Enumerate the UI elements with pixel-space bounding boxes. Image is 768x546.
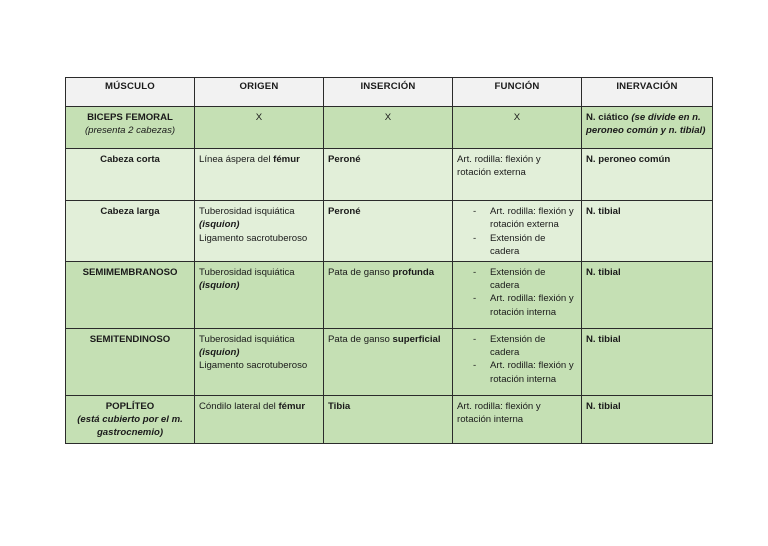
nerve-note: (se divide en n. peroneo común y n. tibial) — [586, 112, 706, 137]
row-cabeza-corta — [66, 149, 713, 201]
row-popliteo — [66, 395, 713, 443]
cell-function — [453, 261, 582, 328]
insertion-bold: profunda — [392, 266, 435, 278]
cell-insertion — [324, 261, 453, 328]
cell-function — [453, 328, 582, 395]
cell-insertion: Peroné — [324, 201, 453, 262]
row-cabeza-larga — [66, 201, 713, 262]
row-biceps-femoral — [66, 107, 713, 149]
origin-bone: (isquion) — [199, 347, 240, 359]
function-item: - Extensión de cadera — [457, 266, 577, 293]
cell-origin — [195, 149, 324, 201]
cell-nerve: N. tibial — [582, 201, 713, 262]
cell-nerve: N. peroneo común — [582, 149, 713, 201]
origin-line: Tuberosidad isquiática — [199, 206, 295, 217]
cell-muscle — [66, 107, 195, 149]
origin-bold: fémur — [278, 400, 306, 412]
muscle-table — [65, 77, 713, 444]
function-item: - Extensión de cadera — [457, 232, 577, 259]
cell-nerve: N. tibial — [582, 328, 713, 395]
origin-bone: (isquion) — [199, 219, 240, 231]
cell-nerve: N. tibial — [582, 395, 713, 443]
header-row — [66, 78, 713, 107]
function-item: - Art. rodilla: flexión y rotación interna — [457, 292, 577, 319]
header-origen: ORIGEN — [195, 78, 324, 107]
function-list — [457, 205, 577, 259]
function-list — [457, 266, 577, 320]
row-semitendinoso — [66, 328, 713, 395]
row-semimembranoso — [66, 261, 713, 328]
origin-line: Ligamento sacrotuberoso — [199, 360, 308, 372]
cell-insertion — [324, 328, 453, 395]
cell-origin — [195, 395, 324, 443]
origin-bold: fémur — [273, 154, 300, 165]
cell-muscle: Cabeza larga — [66, 201, 195, 262]
muscle-name: POPLÍTEO — [105, 400, 155, 412]
origin-text: Línea áspera del — [199, 154, 274, 165]
cell-function — [453, 201, 582, 262]
cell-muscle: Cabeza corta — [66, 149, 195, 201]
header-musculo: MÚSCULO — [66, 78, 195, 107]
function-item: - Art. rodilla: flexión y rotación interna — [457, 359, 577, 386]
function-item: - Art. rodilla: flexión y rotación externa — [457, 205, 577, 232]
cell-function: Art. rodilla: flexión y rotación externa — [453, 149, 582, 201]
cell-insertion: Tibia — [324, 395, 453, 443]
cell-muscle — [66, 395, 195, 443]
origin-line: Tuberosidad isquiática — [199, 266, 295, 278]
cell-function: Art. rodilla: flexión y rotación interna — [453, 395, 582, 443]
cell-muscle: SEMIMEMBRANOSO — [66, 261, 195, 328]
cell-muscle: SEMITENDINOSO — [66, 328, 195, 395]
insertion-text: Pata de ganso — [328, 266, 393, 278]
cell-origin — [195, 201, 324, 262]
muscle-note: (está cubierto por el m. gastrocnemio) — [77, 414, 183, 439]
header-inervacion: INERVACIÓN — [582, 78, 713, 107]
cell-insertion: Peroné — [324, 149, 453, 201]
function-item: - Extensión de cadera — [457, 333, 577, 360]
header-insercion: INSERCIÓN — [324, 78, 453, 107]
origin-bone: (isquion) — [199, 280, 240, 292]
origin-text: Cóndilo lateral del — [199, 400, 279, 412]
origin-line: Ligamento sacrotuberoso — [199, 232, 308, 244]
insertion-bold: superficial — [392, 333, 441, 345]
cell-origin — [195, 328, 324, 395]
cell-nerve: N. tibial — [582, 261, 713, 328]
function-list — [457, 333, 577, 387]
header-funcion: FUNCIÓN — [453, 78, 582, 107]
cell-nerve — [582, 107, 713, 149]
muscle-name: BICEPS FEMORAL — [87, 112, 173, 123]
cell-function: X — [453, 107, 582, 149]
nerve-name: N. ciático — [586, 112, 629, 123]
insertion-text: Pata de ganso — [328, 333, 393, 345]
cell-origin: X — [195, 107, 324, 149]
origin-line: Tuberosidad isquiática — [199, 333, 295, 345]
muscle-note: (presenta 2 cabezas) — [84, 125, 176, 137]
cell-insertion: X — [324, 107, 453, 149]
cell-origin — [195, 261, 324, 328]
